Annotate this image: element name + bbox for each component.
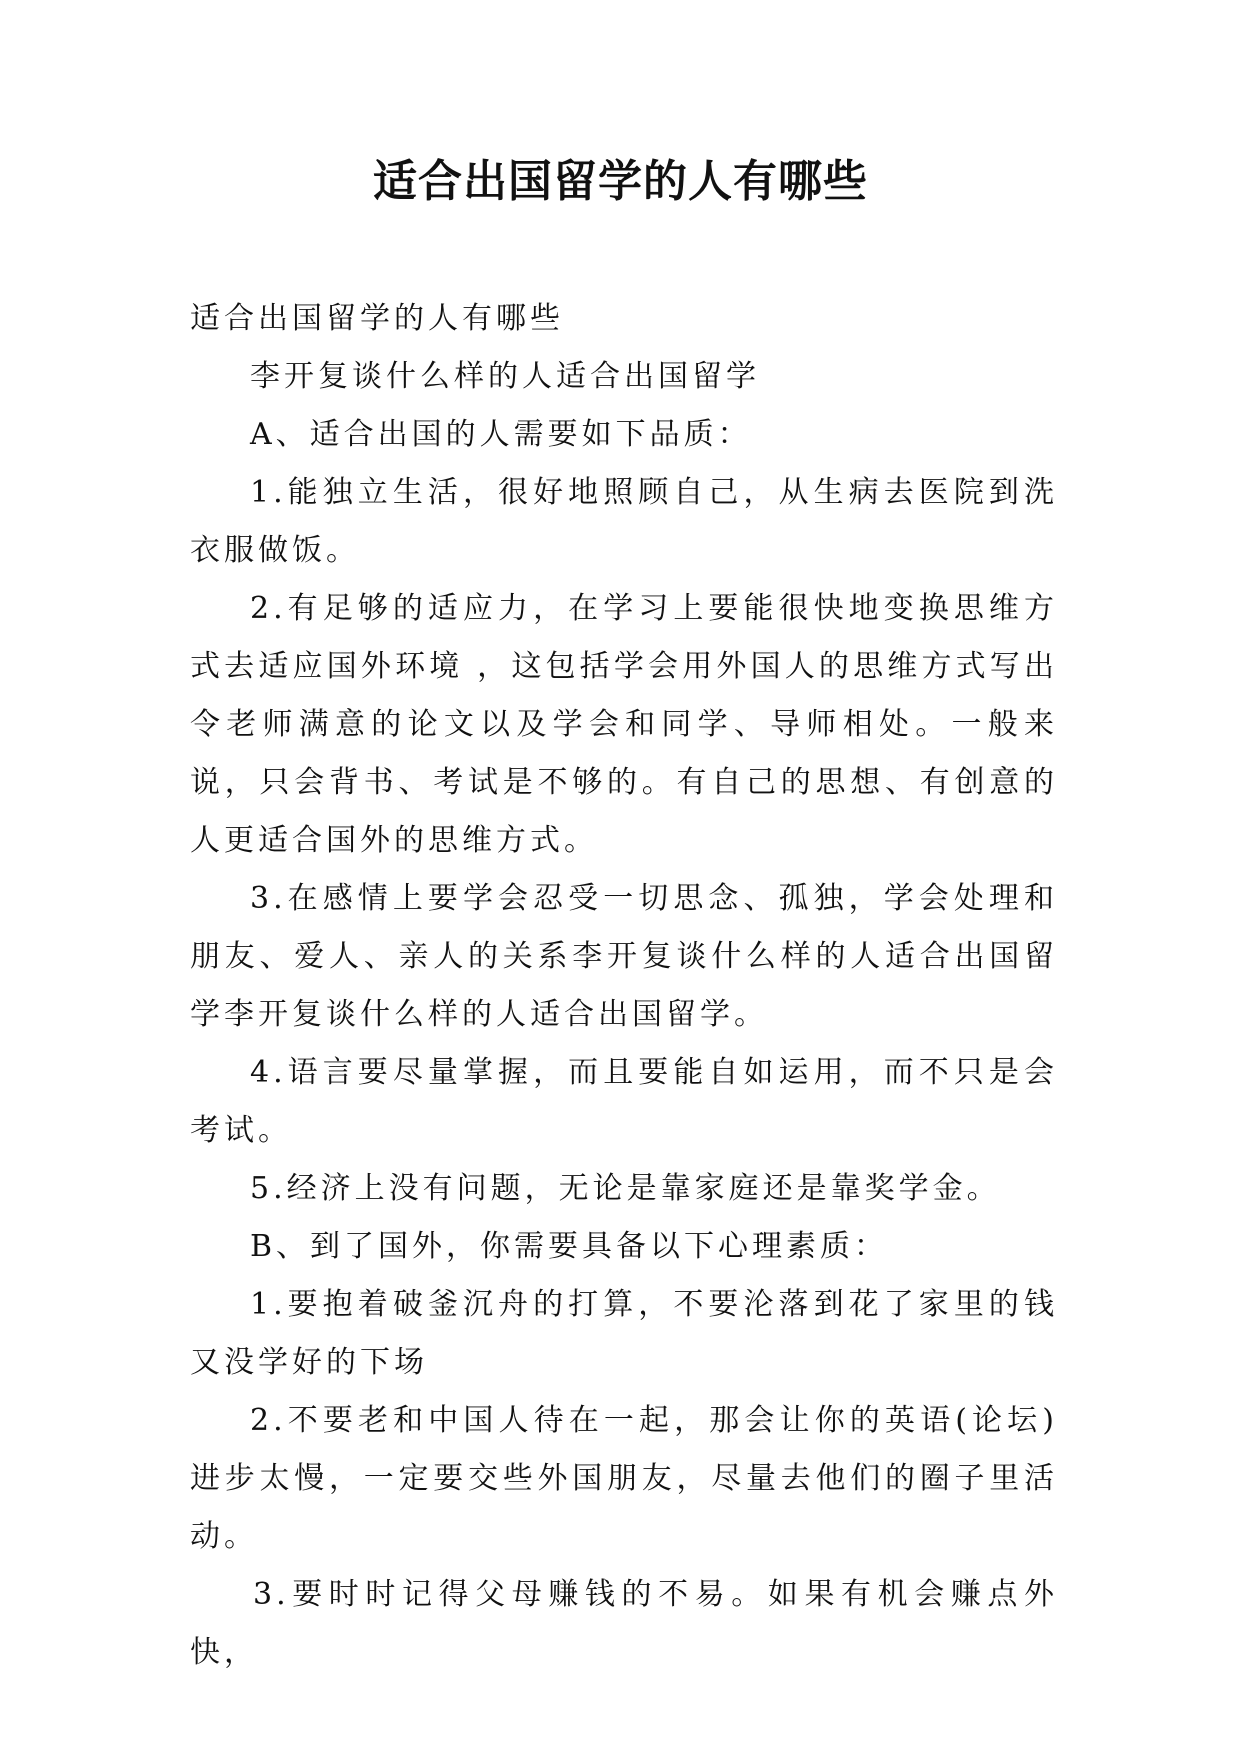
- paragraph-b3: 3.要时时记得父母赚钱的不易。如果有机会赚点外快，: [190, 1577, 1058, 1670]
- paragraph-subtitle: 适合出国留学的人有哪些: [190, 301, 564, 336]
- paragraph-a3: 3.在感情上要学会忍受一切思念、孤独，学会处理和朋友、爱人、亲人的关系李开复谈什么样的人适合出国留学李开复谈什么样的人适合出国留学。: [190, 881, 1058, 1032]
- paragraph-a4: 4.语言要尽量掌握，而且要能自如运用，而不只是会考试。: [190, 1055, 1058, 1148]
- paragraph-a2: 2.有足够的适应力，在学习上要能很快地变换思维方式去适应国外环境 ，这包括学会用外国人的思维方式写出令老师满意的论文以及学会和同学、导师相处。一般来说，只会背书、考试是不够的。有自己的思想、有创意的人更适合国外的思维方式。: [190, 591, 1058, 858]
- paragraph-a5: 5.经济上没有问题，无论是靠家庭还是靠奖学金。: [250, 1171, 1001, 1206]
- paragraph-heading: 李开复谈什么样的人适合出国留学: [250, 359, 760, 394]
- document-title: 适合出国留学的人有哪些: [373, 156, 868, 207]
- paragraph-b1: 1.要抱着破釜沉舟的打算，不要沦落到花了家里的钱又没学好的下场: [190, 1287, 1058, 1380]
- paragraph-a1: 1.能独立生活，很好地照顾自己，从生病去医院到洗衣服做饭。: [190, 475, 1058, 568]
- document-body: [190, 290, 1058, 1682]
- section-a-heading: A、适合出国的人需要如下品质：: [250, 417, 752, 452]
- paragraph-b2: 2.不要老和中国人待在一起，那会让你的英语(论坛)进步太慢，一定要交些外国朋友，尽量去他们的圈子里活动。: [190, 1403, 1058, 1554]
- section-b-heading: B、到了国外，你需要具备以下心理素质：: [250, 1229, 889, 1264]
